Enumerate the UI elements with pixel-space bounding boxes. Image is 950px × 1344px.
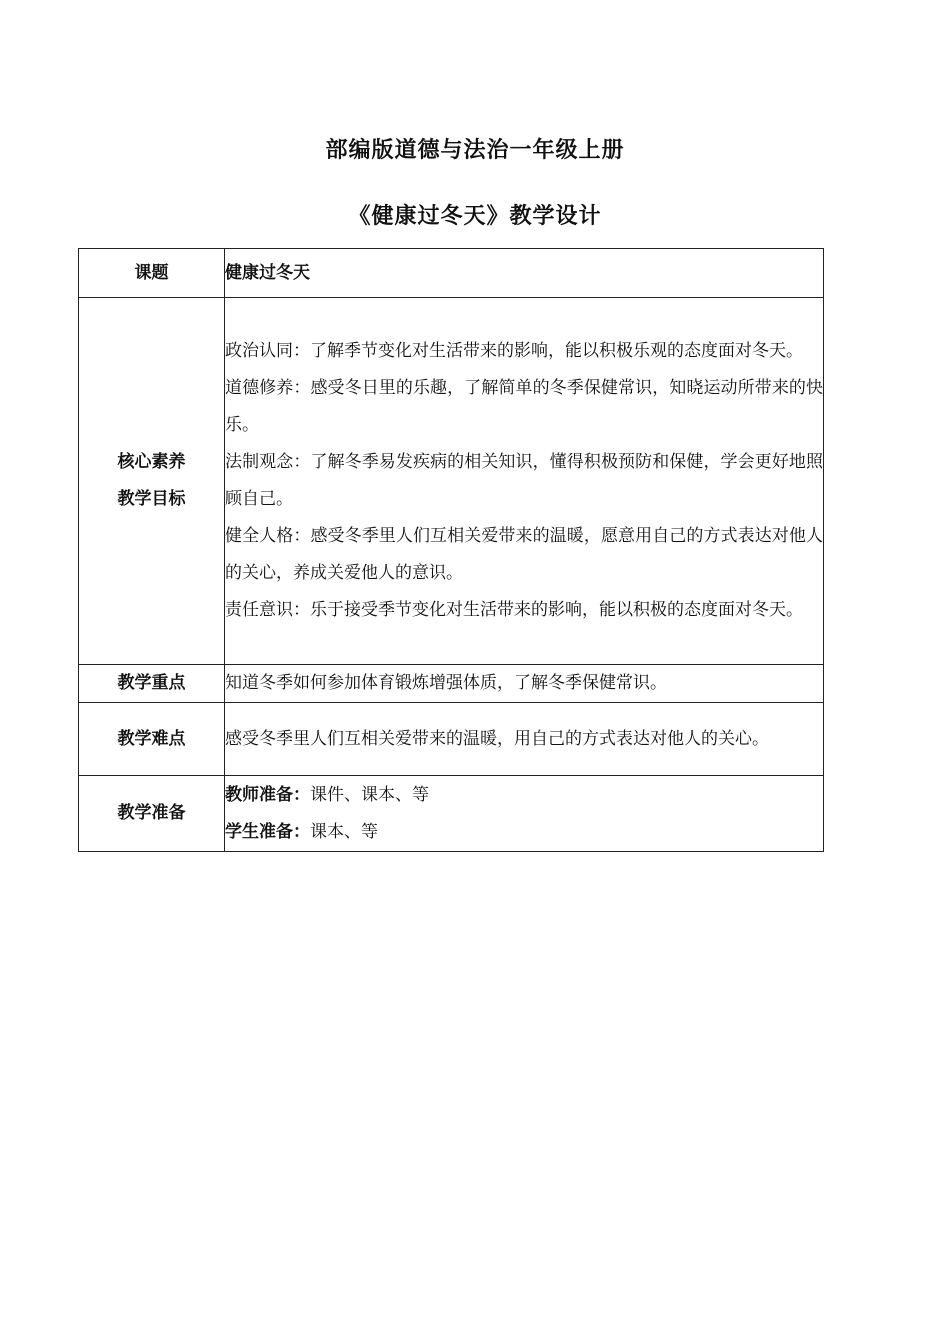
lesson-plan-table	[78, 248, 824, 852]
table-row-focus	[79, 665, 824, 703]
table-row-goals	[79, 298, 824, 665]
goal-legal-awareness: 法制观念：了解冬季易发疾病的相关知识，懂得积极预防和保健，学会更好地照顾自己。	[225, 452, 823, 509]
focus-value: 知道冬季如何参加体育锻炼增强体质，了解冬季保健常识。	[225, 665, 824, 703]
document-title: 部编版道德与法治一年级上册	[325, 138, 625, 163]
table-row-topic	[79, 249, 824, 298]
preparation-label: 教学准备	[79, 776, 225, 852]
topic-value: 健康过冬天	[225, 262, 310, 283]
goals-label-line1: 核心素养	[117, 452, 186, 472]
teacher-preparation-label: 教师准备：	[225, 784, 310, 805]
preparation-cell	[225, 776, 824, 852]
goals-cell	[225, 298, 824, 665]
goals-label	[79, 298, 225, 665]
teacher-preparation	[225, 777, 823, 814]
table-row-difficulty	[79, 703, 824, 776]
goal-moral-cultivation: 道德修养：感受冬日里的乐趣，了解简单的冬季保健常识，知晓运动所带来的快乐。	[225, 378, 823, 435]
student-preparation	[225, 814, 823, 851]
goal-political-identity: 政治认同：了解季节变化对生活带来的影响，能以积极乐观的态度面对冬天。	[225, 341, 803, 361]
goal-sound-personality: 健全人格：感受冬季里人们互相关爱带来的温暖，愿意用自己的方式表达对他人的关心，养成关爱他人的意识。	[225, 526, 823, 583]
topic-cell	[225, 249, 824, 298]
difficulty-value: 感受冬季里人们互相关爱带来的温暖，用自己的方式表达对他人的关心。	[225, 703, 824, 776]
goal-responsibility: 责任意识：乐于接受季节变化对生活带来的影响，能以积极的态度面对冬天。	[225, 600, 803, 620]
student-preparation-label: 学生准备：	[225, 821, 310, 842]
focus-label: 教学重点	[79, 665, 225, 703]
document-subtitle: 《健康过冬天》教学设计	[348, 204, 602, 229]
table-row-preparation	[79, 776, 824, 852]
teacher-preparation-value: 课件、课本、等	[310, 784, 429, 805]
goals-label-line2: 教学目标	[117, 489, 186, 509]
topic-label: 课题	[79, 249, 225, 298]
student-preparation-value: 课本、等	[310, 821, 378, 842]
difficulty-label: 教学难点	[79, 703, 225, 776]
